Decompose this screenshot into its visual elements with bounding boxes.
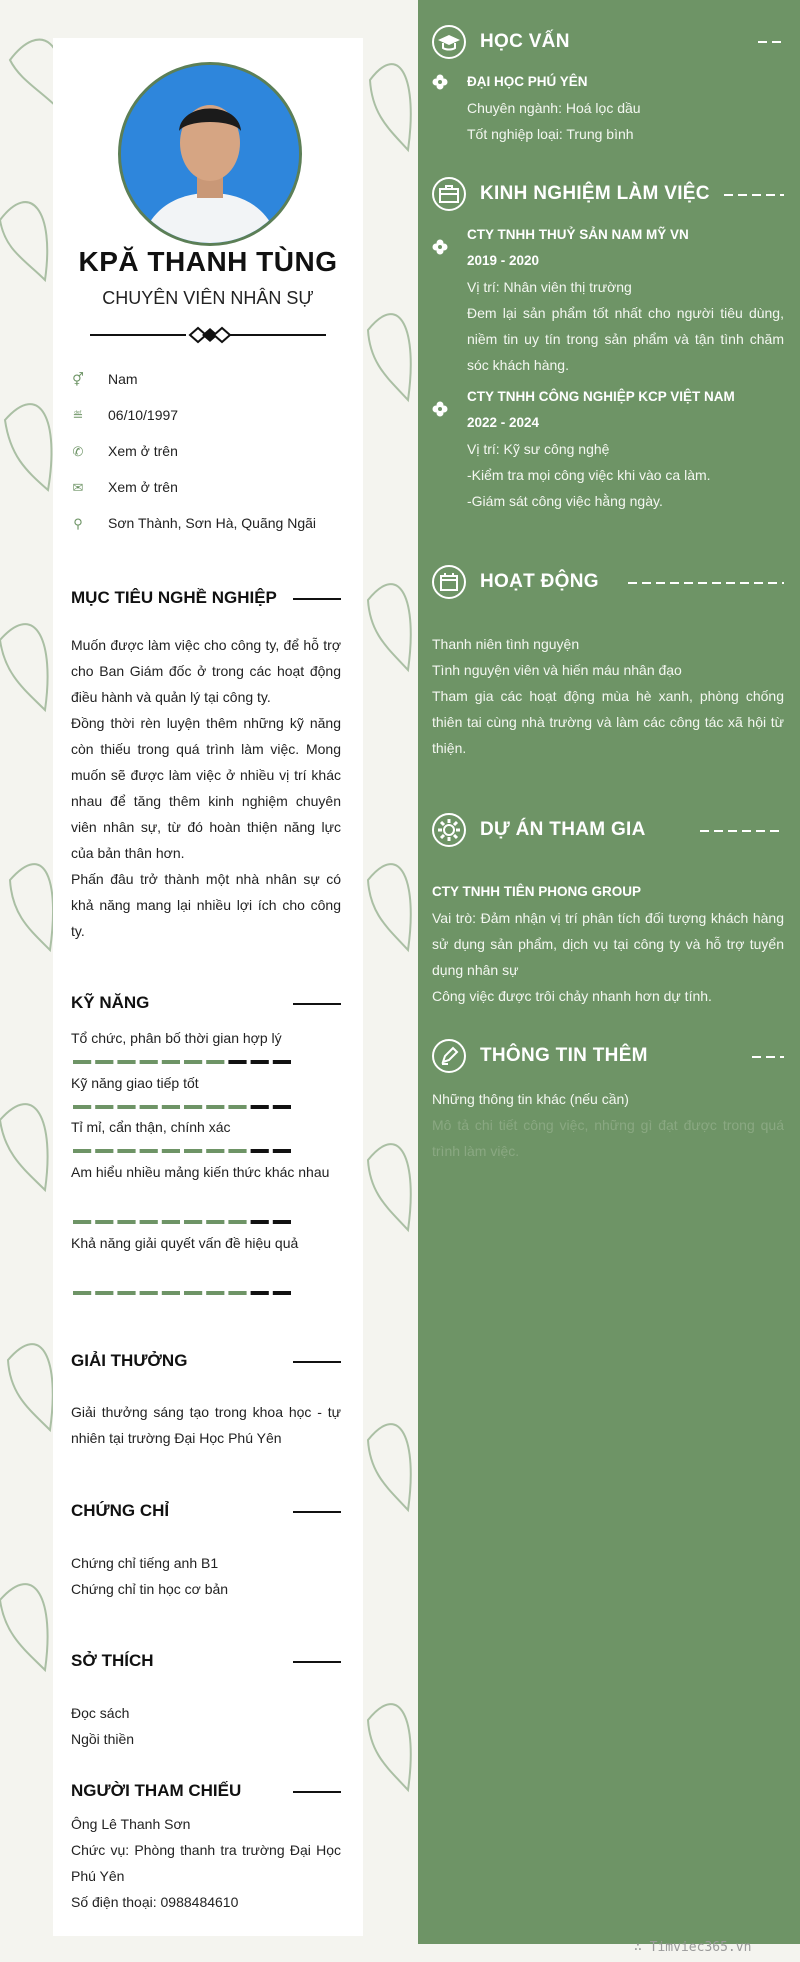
activity-item: Tham gia các hoạt động mùa hè xanh, phòng chống thiên tai cùng nhà trường và làm các công tác xã hội từ thiện. bbox=[432, 688, 784, 756]
email-value: Xem ở trên bbox=[108, 479, 178, 495]
skill-bar-segment bbox=[184, 1060, 202, 1064]
reference-position: Chức vụ: Phòng thanh tra trường Đại Học Phú Yên bbox=[71, 1842, 341, 1884]
skill-bar-segment bbox=[273, 1291, 291, 1295]
hobby-item: Đọc sách bbox=[71, 1705, 130, 1721]
objective-paragraph: Đồng thời rèn luyện thêm những kỹ năng còn thiếu trong quá trình làm việc. Mong muốn sẽ được làm việc ở nhiều vị trí khác nhau để tăng thêm kinh nghiệm chuyên viên nhân sự, từ đó hoàn thiện năng lực của bản thân hơn. bbox=[71, 715, 341, 861]
skill-bar-segment bbox=[73, 1149, 91, 1153]
skill-bar-segment bbox=[117, 1060, 135, 1064]
job-company: CTY TNHH CÔNG NGHIỆP KCP VIỆT NAM bbox=[467, 389, 735, 404]
skill-bar-segment bbox=[95, 1220, 113, 1224]
skill-bar-segment bbox=[184, 1291, 202, 1295]
education-grade: Tốt nghiệp loại: Trung bình bbox=[467, 126, 634, 142]
job-duty: -Giám sát công việc hằng ngày. bbox=[467, 493, 663, 509]
education-title: HỌC VẤN bbox=[480, 31, 570, 52]
address-value: Sơn Thành, Sơn Hà, Quãng Ngãi bbox=[108, 515, 317, 531]
skill-bar-segment bbox=[95, 1105, 113, 1109]
job-duty: -Kiểm tra mọi công việc khi vào ca làm. bbox=[467, 467, 711, 483]
project-result: Công việc được trôi chảy nhanh hơn dự tính. bbox=[432, 988, 712, 1004]
skill-bar-segment bbox=[251, 1220, 269, 1224]
skill-label: Am hiểu nhiều mảng kiến thức khác nhau bbox=[71, 1164, 330, 1180]
skill-bar-segment bbox=[184, 1220, 202, 1224]
activity-item: Tình nguyện viên và hiến máu nhân đạo bbox=[432, 662, 682, 678]
pen-icon bbox=[432, 1039, 466, 1073]
hobbies-list bbox=[71, 1700, 341, 1752]
skill-bar-segment bbox=[162, 1220, 180, 1224]
reference-phone: Số điện thoại: 0988484610 bbox=[71, 1894, 239, 1910]
skill-bar-segment bbox=[73, 1060, 91, 1064]
profile-photo bbox=[118, 62, 302, 246]
right-column bbox=[418, 0, 800, 1944]
gender-icon: ⚥ bbox=[72, 372, 84, 387]
full-name: KPĂ THANH TÙNG bbox=[78, 246, 338, 277]
education-major: Chuyên ngành: Hoá lọc dầu bbox=[467, 100, 641, 116]
objective-text bbox=[71, 632, 341, 944]
skill-bar-segment bbox=[206, 1291, 224, 1295]
references-text bbox=[71, 1811, 341, 1915]
school-name: ĐẠI HỌC PHÚ YÊN bbox=[467, 74, 588, 89]
watermark-text: ∴ Timviec365.vn bbox=[634, 1940, 752, 1955]
cake-icon: ≝ bbox=[72, 408, 84, 423]
skill-bar-segment bbox=[140, 1220, 158, 1224]
skill-bar-segment bbox=[117, 1220, 135, 1224]
job-position: Vị trí: Nhân viên thị trường bbox=[467, 279, 632, 295]
skills-title-line bbox=[293, 1003, 341, 1005]
job-entry bbox=[467, 222, 784, 378]
awards-title: GIẢI THƯỞNG bbox=[71, 1351, 188, 1370]
hobby-item: Ngồi thiền bbox=[71, 1731, 135, 1747]
skill-bar-segment bbox=[140, 1149, 158, 1153]
skill-bar-segment bbox=[206, 1105, 224, 1109]
skill-bar-segment bbox=[228, 1220, 246, 1224]
references-title: NGƯỜI THAM CHIẾU bbox=[71, 1781, 242, 1800]
skill-bar-segment bbox=[228, 1060, 246, 1064]
location-pin-icon: ⚲ bbox=[73, 516, 83, 531]
education-dash bbox=[758, 41, 784, 43]
certificates-title: CHỨNG CHỈ bbox=[71, 1501, 170, 1520]
project-company: CTY TNHH TIÊN PHONG GROUP bbox=[432, 884, 642, 899]
skill-bar bbox=[73, 1149, 295, 1153]
certificates-title-line bbox=[293, 1511, 341, 1513]
skill-bar-segment bbox=[73, 1105, 91, 1109]
skill-bar-segment bbox=[228, 1291, 246, 1295]
skill-bar-segment bbox=[251, 1291, 269, 1295]
skill-bar-segment bbox=[73, 1291, 91, 1295]
experience-dash bbox=[724, 194, 784, 196]
certificate-item: Chứng chỉ tin học cơ bản bbox=[71, 1581, 229, 1597]
skill-bar-segment bbox=[251, 1149, 269, 1153]
projects-title: DỰ ÁN THAM GIA bbox=[480, 819, 646, 840]
briefcase-icon bbox=[432, 177, 466, 211]
more-info-placeholder: Mô tả chi tiết công việc, những gì đạt được trong quá trình làm việc. bbox=[432, 1117, 784, 1159]
objective-title: MỤC TIÊU NGHỀ NGHIỆP bbox=[71, 588, 277, 607]
skill-bar-segment bbox=[206, 1060, 224, 1064]
job-entry bbox=[467, 384, 784, 514]
hobbies-title-line bbox=[293, 1661, 341, 1663]
skill-bar-segment bbox=[228, 1105, 246, 1109]
reference-name: Ông Lê Thanh Sơn bbox=[71, 1816, 191, 1832]
activities-title: HOẠT ĐỘNG bbox=[480, 571, 599, 592]
skill-bar-segment bbox=[95, 1149, 113, 1153]
objective-paragraph: Muốn được làm việc cho công ty, để hỗ trợ cho Ban Giám đốc ở trong các hoạt động điều hành và quản lý tại công ty. bbox=[71, 637, 341, 705]
certificates-list bbox=[71, 1550, 341, 1602]
skill-bar-segment bbox=[140, 1291, 158, 1295]
gender-value: Nam bbox=[108, 371, 138, 387]
flower-bullet-icon bbox=[432, 74, 448, 90]
skill-bar-segment bbox=[251, 1105, 269, 1109]
awards-text: Giải thưởng sáng tạo trong khoa học - tự nhiên tại trường Đại Học Phú Yên bbox=[71, 1404, 341, 1446]
gear-icon bbox=[432, 813, 466, 847]
graduation-cap-icon bbox=[432, 25, 466, 59]
birthday-value: 06/10/1997 bbox=[108, 407, 179, 423]
left-column bbox=[53, 38, 363, 1936]
job-position: Vị trí: Kỹ sư công nghệ bbox=[467, 441, 610, 457]
more-info-dash bbox=[752, 1056, 784, 1058]
skill-bar-segment bbox=[95, 1060, 113, 1064]
calendar-icon bbox=[432, 565, 466, 599]
activities-text bbox=[432, 631, 784, 761]
job-period: 2022 - 2024 bbox=[467, 415, 540, 430]
skill-bar-segment bbox=[162, 1291, 180, 1295]
skill-bar-segment bbox=[117, 1291, 135, 1295]
more-info-title: THÔNG TIN THÊM bbox=[480, 1045, 648, 1066]
skill-bar-segment bbox=[117, 1149, 135, 1153]
skill-bar-segment bbox=[206, 1149, 224, 1153]
skill-bar-segment bbox=[184, 1149, 202, 1153]
projects-text bbox=[432, 879, 784, 1009]
skill-bar-segment bbox=[95, 1291, 113, 1295]
activity-item: Thanh niên tình nguyện bbox=[432, 636, 580, 652]
skill-label: Tỉ mỉ, cẩn thận, chính xác bbox=[71, 1119, 231, 1135]
experience-title: KINH NGHIỆM LÀM VIỆC bbox=[480, 183, 710, 204]
skill-bar-segment bbox=[162, 1060, 180, 1064]
job-company: CTY TNHH THUỶ SẢN NAM MỸ VN bbox=[467, 227, 689, 242]
hobbies-title: SỞ THÍCH bbox=[71, 1651, 154, 1670]
skill-bar-segment bbox=[140, 1105, 158, 1109]
phone-icon: ✆ bbox=[72, 444, 84, 459]
references-title-line bbox=[293, 1791, 341, 1793]
skill-label: Khả năng giải quyết vấn đề hiệu quả bbox=[71, 1235, 299, 1251]
projects-dash bbox=[700, 830, 784, 832]
more-info-line: Những thông tin khác (nếu cần) bbox=[432, 1091, 629, 1107]
job-title: CHUYÊN VIÊN NHÂN SỰ bbox=[102, 288, 314, 308]
skill-bar-segment bbox=[273, 1105, 291, 1109]
name-divider bbox=[90, 326, 326, 344]
education-details bbox=[467, 69, 641, 147]
certificate-item: Chứng chỉ tiếng anh B1 bbox=[71, 1555, 219, 1571]
skill-bar-segment bbox=[273, 1060, 291, 1064]
skill-bar bbox=[73, 1060, 295, 1064]
skills-title: KỸ NĂNG bbox=[71, 993, 150, 1012]
skill-bar-segment bbox=[140, 1060, 158, 1064]
job-description: Đem lại sản phẩm tốt nhất cho người tiêu dùng, niềm tin uy tín trong sản phẩm và tận tình chăm sóc khách hàng. bbox=[467, 305, 784, 373]
skill-bar-segment bbox=[162, 1149, 180, 1153]
skill-bar-segment bbox=[184, 1105, 202, 1109]
skill-label: Kỹ năng giao tiếp tốt bbox=[71, 1075, 199, 1091]
flower-bullet-icon bbox=[432, 401, 448, 417]
skill-bar bbox=[73, 1105, 295, 1109]
skill-bar-segment bbox=[251, 1060, 269, 1064]
activities-dash bbox=[628, 582, 784, 584]
skill-bar-segment bbox=[162, 1105, 180, 1109]
skill-bar-segment bbox=[228, 1149, 246, 1153]
skill-bar-segment bbox=[273, 1220, 291, 1224]
job-period: 2019 - 2020 bbox=[467, 253, 540, 268]
awards-title-line bbox=[293, 1361, 341, 1363]
skill-bar-segment bbox=[73, 1220, 91, 1224]
phone-value: Xem ở trên bbox=[108, 443, 178, 459]
skill-bar-segment bbox=[117, 1105, 135, 1109]
more-info-text bbox=[432, 1086, 784, 1164]
objective-paragraph: Phấn đâu trở thành một nhà nhân sự có khả năng mang lại nhiều lợi ích cho công ty. bbox=[71, 871, 341, 939]
objective-title-line bbox=[293, 598, 341, 600]
project-role: Vai trò: Đảm nhận vị trí phân tích đối tượng khách hàng sử dụng sản phẩm, dịch vụ tại công ty và hỗ trợ tuyển dụng nhân sự bbox=[432, 910, 784, 978]
skill-label: Tổ chức, phân bố thời gian hợp lý bbox=[71, 1030, 282, 1046]
flower-bullet-icon bbox=[432, 239, 448, 255]
skill-bar bbox=[73, 1220, 295, 1224]
skill-bar-segment bbox=[273, 1149, 291, 1153]
skill-bar-segment bbox=[206, 1220, 224, 1224]
envelope-icon: ✉ bbox=[72, 480, 84, 495]
skill-bar bbox=[73, 1291, 295, 1295]
